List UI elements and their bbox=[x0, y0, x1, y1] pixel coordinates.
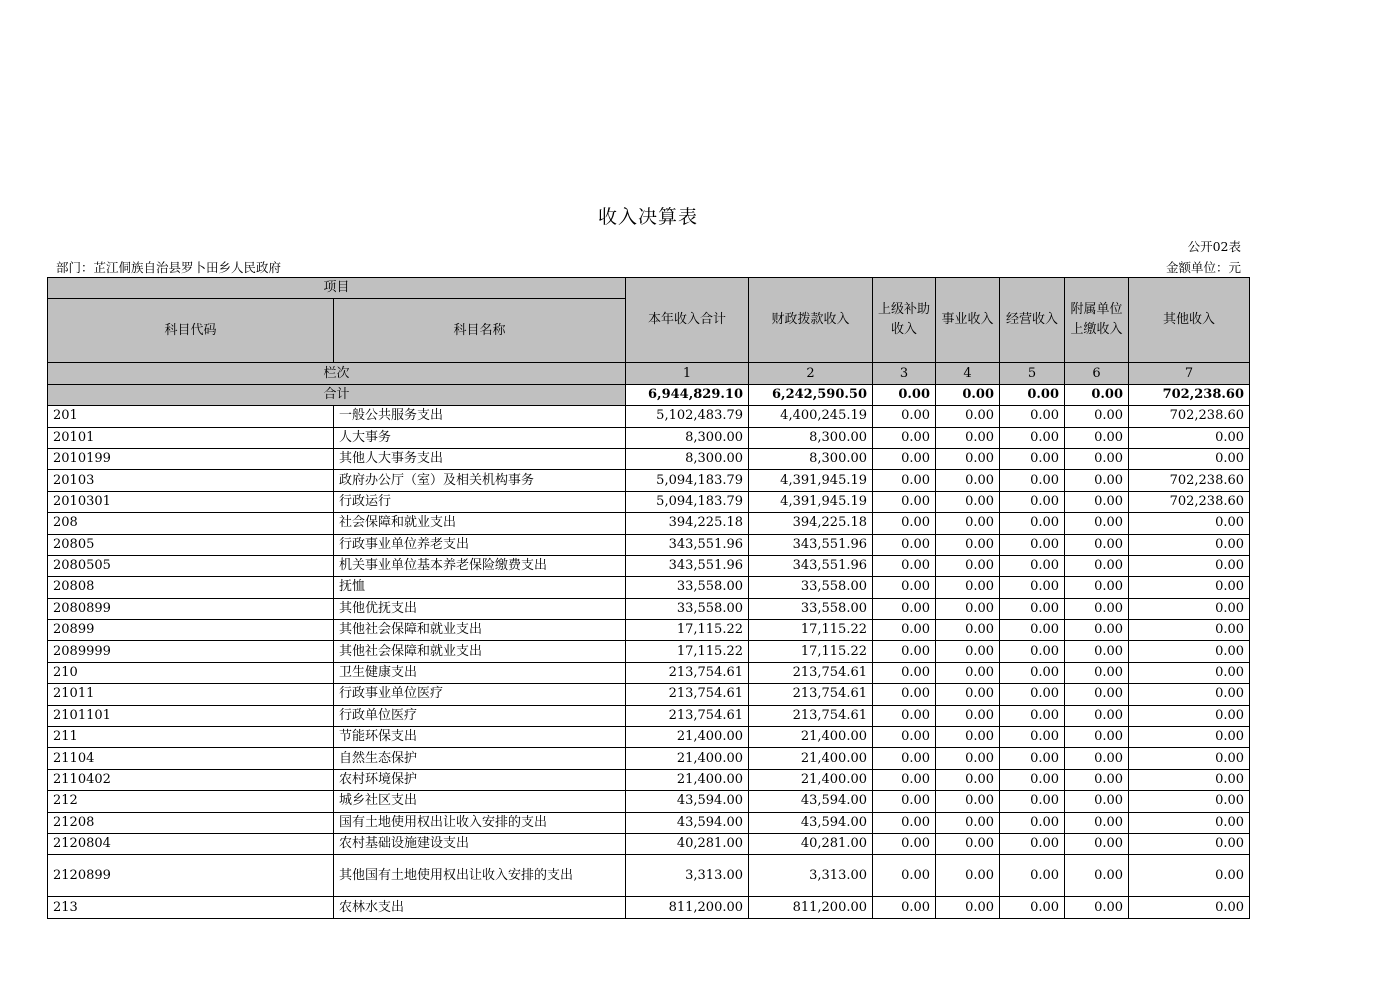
subject-code-cell: 2080505 bbox=[48, 555, 334, 576]
amount-cell: 0.00 bbox=[936, 427, 1000, 448]
column-number: 7 bbox=[1129, 363, 1250, 384]
table-row bbox=[48, 620, 1250, 641]
amount-cell: 0.00 bbox=[873, 620, 936, 641]
subject-code-cell: 2120804 bbox=[48, 833, 334, 854]
total-row bbox=[48, 384, 1250, 405]
amount-cell: 0.00 bbox=[1129, 641, 1250, 662]
subject-code-cell: 211 bbox=[48, 727, 334, 748]
subject-name-cell: 行政事业单位医疗 bbox=[334, 684, 626, 705]
amount-cell: 702,238.60 bbox=[1129, 406, 1250, 427]
amount-cell: 0.00 bbox=[1065, 748, 1129, 769]
amount-cell: 0.00 bbox=[1065, 534, 1129, 555]
table-row bbox=[48, 748, 1250, 769]
amount-cell: 0.00 bbox=[1129, 769, 1250, 790]
subject-code-cell: 20899 bbox=[48, 620, 334, 641]
amount-cell: 0.00 bbox=[1129, 791, 1250, 812]
amount-cell: 0.00 bbox=[873, 705, 936, 726]
amount-cell: 0.00 bbox=[1065, 833, 1129, 854]
amount-cell: 0.00 bbox=[1129, 855, 1250, 897]
amount-cell: 0.00 bbox=[873, 427, 936, 448]
subject-name-cell: 行政运行 bbox=[334, 491, 626, 512]
amount-cell: 213,754.61 bbox=[749, 662, 873, 683]
table-row bbox=[48, 448, 1250, 469]
amount-cell: 0.00 bbox=[1129, 448, 1250, 469]
amount-cell: 0.00 bbox=[1000, 470, 1065, 491]
amount-cell: 0.00 bbox=[873, 812, 936, 833]
amount-cell: 0.00 bbox=[936, 555, 1000, 576]
amount-cell: 0.00 bbox=[1000, 577, 1065, 598]
amount-cell: 0.00 bbox=[1000, 748, 1065, 769]
amount-cell: 213,754.61 bbox=[749, 705, 873, 726]
subject-name-cell: 政府办公厅（室）及相关机构事务 bbox=[334, 470, 626, 491]
table-row bbox=[48, 491, 1250, 512]
amount-cell: 0.00 bbox=[1000, 620, 1065, 641]
amount-cell: 0.00 bbox=[1000, 641, 1065, 662]
amount-cell: 5,094,183.79 bbox=[626, 491, 749, 512]
amount-cell: 0.00 bbox=[936, 534, 1000, 555]
amount-cell: 17,115.22 bbox=[626, 620, 749, 641]
amount-cell: 0.00 bbox=[873, 491, 936, 512]
subject-code-cell: 2089999 bbox=[48, 641, 334, 662]
amount-cell: 343,551.96 bbox=[626, 555, 749, 576]
amount-cell: 702,238.60 bbox=[1129, 491, 1250, 512]
amount-cell: 0.00 bbox=[1000, 491, 1065, 512]
amount-cell: 8,300.00 bbox=[749, 427, 873, 448]
amount-cell: 0.00 bbox=[873, 833, 936, 854]
subject-name-cell: 行政事业单位养老支出 bbox=[334, 534, 626, 555]
amount-cell: 17,115.22 bbox=[749, 620, 873, 641]
report-title: 收入决算表 bbox=[597, 206, 698, 228]
table-row bbox=[48, 577, 1250, 598]
amount-cell: 0.00 bbox=[1129, 598, 1250, 619]
total-value: 0.00 bbox=[936, 384, 1000, 405]
header-name: 科目名称 bbox=[334, 299, 626, 363]
amount-cell: 0.00 bbox=[1129, 513, 1250, 534]
subject-code-cell: 2110402 bbox=[48, 769, 334, 790]
amount-cell: 0.00 bbox=[1065, 448, 1129, 469]
amount-cell: 811,200.00 bbox=[749, 897, 873, 918]
subject-code-cell: 20805 bbox=[48, 534, 334, 555]
amount-cell: 0.00 bbox=[1000, 406, 1065, 427]
subject-code-cell: 208 bbox=[48, 513, 334, 534]
amount-cell: 0.00 bbox=[1065, 727, 1129, 748]
amount-cell: 0.00 bbox=[936, 641, 1000, 662]
table-row bbox=[48, 598, 1250, 619]
table-row bbox=[48, 513, 1250, 534]
amount-cell: 8,300.00 bbox=[626, 427, 749, 448]
amount-cell: 0.00 bbox=[936, 662, 1000, 683]
income-table bbox=[47, 277, 1250, 919]
total-value: 6,944,829.10 bbox=[626, 384, 749, 405]
amount-cell: 0.00 bbox=[1065, 641, 1129, 662]
subject-code-cell: 21011 bbox=[48, 684, 334, 705]
amount-cell: 0.00 bbox=[1000, 833, 1065, 854]
subject-code-cell: 2010199 bbox=[48, 448, 334, 469]
amount-cell: 0.00 bbox=[1065, 897, 1129, 918]
amount-cell: 343,551.96 bbox=[749, 534, 873, 555]
table-row bbox=[48, 727, 1250, 748]
amount-cell: 33,558.00 bbox=[626, 598, 749, 619]
subject-name-cell: 一般公共服务支出 bbox=[334, 406, 626, 427]
amount-cell: 0.00 bbox=[936, 684, 1000, 705]
form-number: 公开02表 bbox=[1187, 239, 1241, 254]
column-number: 2 bbox=[749, 363, 873, 384]
amount-cell: 4,400,245.19 bbox=[749, 406, 873, 427]
amount-cell: 0.00 bbox=[1129, 662, 1250, 683]
amount-cell: 343,551.96 bbox=[749, 555, 873, 576]
amount-cell: 21,400.00 bbox=[626, 727, 749, 748]
total-value: 6,242,590.50 bbox=[749, 384, 873, 405]
amount-cell: 21,400.00 bbox=[626, 748, 749, 769]
subject-code-cell: 2120899 bbox=[48, 855, 334, 897]
amount-cell: 394,225.18 bbox=[749, 513, 873, 534]
amount-cell: 43,594.00 bbox=[626, 791, 749, 812]
amount-cell: 3,313.00 bbox=[749, 855, 873, 897]
table-row bbox=[48, 684, 1250, 705]
header-total-income: 本年收入合计 bbox=[626, 278, 749, 363]
table-row bbox=[48, 833, 1250, 854]
subject-name-cell: 人大事务 bbox=[334, 427, 626, 448]
amount-cell: 0.00 bbox=[1000, 812, 1065, 833]
amount-cell: 0.00 bbox=[1129, 577, 1250, 598]
table-row bbox=[48, 555, 1250, 576]
amount-cell: 0.00 bbox=[873, 470, 936, 491]
table-row bbox=[48, 427, 1250, 448]
table-row bbox=[48, 791, 1250, 812]
subject-name-cell: 城乡社区支出 bbox=[334, 791, 626, 812]
amount-cell: 0.00 bbox=[873, 513, 936, 534]
amount-cell: 0.00 bbox=[1065, 769, 1129, 790]
subject-name-cell: 其他社会保障和就业支出 bbox=[334, 620, 626, 641]
amount-cell: 0.00 bbox=[936, 470, 1000, 491]
amount-cell: 0.00 bbox=[873, 598, 936, 619]
subject-code-cell: 210 bbox=[48, 662, 334, 683]
table-row bbox=[48, 897, 1250, 918]
amount-cell: 0.00 bbox=[1129, 897, 1250, 918]
amount-cell: 213,754.61 bbox=[749, 684, 873, 705]
header-other-income: 其他收入 bbox=[1129, 278, 1250, 363]
amount-cell: 0.00 bbox=[873, 897, 936, 918]
amount-cell: 33,558.00 bbox=[749, 577, 873, 598]
amount-cell: 0.00 bbox=[1129, 534, 1250, 555]
subject-name-cell: 卫生健康支出 bbox=[334, 662, 626, 683]
column-number: 6 bbox=[1065, 363, 1129, 384]
amount-cell: 0.00 bbox=[873, 748, 936, 769]
subject-name-cell: 机关事业单位基本养老保险缴费支出 bbox=[334, 555, 626, 576]
amount-cell: 5,102,483.79 bbox=[626, 406, 749, 427]
table-row bbox=[48, 534, 1250, 555]
amount-cell: 0.00 bbox=[1065, 491, 1129, 512]
amount-cell: 0.00 bbox=[1129, 833, 1250, 854]
amount-cell: 0.00 bbox=[1065, 705, 1129, 726]
amount-cell: 0.00 bbox=[873, 406, 936, 427]
subject-code-cell: 21104 bbox=[48, 748, 334, 769]
amount-cell: 0.00 bbox=[936, 491, 1000, 512]
subject-name-cell: 农林水支出 bbox=[334, 897, 626, 918]
amount-cell: 0.00 bbox=[1000, 555, 1065, 576]
amount-cell: 0.00 bbox=[1129, 620, 1250, 641]
subject-code-cell: 213 bbox=[48, 897, 334, 918]
amount-unit-label: 金额单位：元 bbox=[1165, 260, 1241, 275]
header-affiliated-income: 附属单位上缴收入 bbox=[1065, 278, 1129, 363]
amount-cell: 8,300.00 bbox=[749, 448, 873, 469]
amount-cell: 0.00 bbox=[936, 812, 1000, 833]
header-business-income: 事业收入 bbox=[936, 278, 1000, 363]
table-row bbox=[48, 662, 1250, 683]
amount-cell: 0.00 bbox=[936, 855, 1000, 897]
amount-cell: 0.00 bbox=[873, 662, 936, 683]
subject-name-cell: 节能环保支出 bbox=[334, 727, 626, 748]
subject-code-cell: 20101 bbox=[48, 427, 334, 448]
total-value: 0.00 bbox=[873, 384, 936, 405]
subject-name-cell: 其他人大事务支出 bbox=[334, 448, 626, 469]
amount-cell: 0.00 bbox=[1065, 427, 1129, 448]
amount-cell: 43,594.00 bbox=[749, 812, 873, 833]
amount-cell: 0.00 bbox=[1065, 577, 1129, 598]
amount-cell: 0.00 bbox=[1000, 705, 1065, 726]
amount-cell: 0.00 bbox=[1000, 897, 1065, 918]
amount-cell: 21,400.00 bbox=[749, 748, 873, 769]
column-number: 1 bbox=[626, 363, 749, 384]
amount-cell: 343,551.96 bbox=[626, 534, 749, 555]
amount-cell: 33,558.00 bbox=[626, 577, 749, 598]
amount-cell: 213,754.61 bbox=[626, 684, 749, 705]
header-row-project bbox=[48, 278, 1250, 299]
amount-cell: 0.00 bbox=[1065, 555, 1129, 576]
amount-cell: 40,281.00 bbox=[749, 833, 873, 854]
total-label: 合计 bbox=[48, 384, 626, 405]
column-number: 3 bbox=[873, 363, 936, 384]
column-number-label: 栏次 bbox=[48, 363, 626, 384]
amount-cell: 0.00 bbox=[936, 513, 1000, 534]
total-value: 0.00 bbox=[1065, 384, 1129, 405]
amount-cell: 0.00 bbox=[1129, 748, 1250, 769]
subject-name-cell: 自然生态保护 bbox=[334, 748, 626, 769]
amount-cell: 0.00 bbox=[1065, 470, 1129, 491]
department-label: 部门：芷江侗族自治县罗卜田乡人民政府 bbox=[56, 260, 282, 275]
amount-cell: 0.00 bbox=[936, 748, 1000, 769]
amount-cell: 0.00 bbox=[936, 598, 1000, 619]
amount-cell: 4,391,945.19 bbox=[749, 491, 873, 512]
amount-cell: 0.00 bbox=[1129, 684, 1250, 705]
subject-name-cell: 其他社会保障和就业支出 bbox=[334, 641, 626, 662]
amount-cell: 0.00 bbox=[1000, 727, 1065, 748]
header-fiscal-income: 财政拨款收入 bbox=[749, 278, 873, 363]
amount-cell: 0.00 bbox=[1065, 662, 1129, 683]
subject-name-cell: 国有土地使用权出让收入安排的支出 bbox=[334, 812, 626, 833]
amount-cell: 0.00 bbox=[873, 641, 936, 662]
amount-cell: 0.00 bbox=[873, 684, 936, 705]
amount-cell: 0.00 bbox=[1065, 513, 1129, 534]
table-row bbox=[48, 769, 1250, 790]
amount-cell: 0.00 bbox=[873, 791, 936, 812]
table-row bbox=[48, 812, 1250, 833]
amount-cell: 394,225.18 bbox=[626, 513, 749, 534]
subject-name-cell: 其他优抚支出 bbox=[334, 598, 626, 619]
amount-cell: 8,300.00 bbox=[626, 448, 749, 469]
amount-cell: 0.00 bbox=[936, 705, 1000, 726]
amount-cell: 0.00 bbox=[1065, 855, 1129, 897]
subject-name-cell: 抚恤 bbox=[334, 577, 626, 598]
subject-code-cell: 21208 bbox=[48, 812, 334, 833]
subject-name-cell: 其他国有土地使用权出让收入安排的支出 bbox=[334, 855, 626, 897]
amount-cell: 17,115.22 bbox=[626, 641, 749, 662]
subject-code-cell: 2101101 bbox=[48, 705, 334, 726]
amount-cell: 0.00 bbox=[936, 406, 1000, 427]
column-number-row bbox=[48, 363, 1250, 384]
subject-code-cell: 212 bbox=[48, 791, 334, 812]
amount-cell: 213,754.61 bbox=[626, 705, 749, 726]
amount-cell: 0.00 bbox=[873, 534, 936, 555]
amount-cell: 213,754.61 bbox=[626, 662, 749, 683]
amount-cell: 0.00 bbox=[936, 448, 1000, 469]
amount-cell: 702,238.60 bbox=[1129, 470, 1250, 491]
amount-cell: 0.00 bbox=[936, 833, 1000, 854]
amount-cell: 0.00 bbox=[1000, 513, 1065, 534]
amount-cell: 0.00 bbox=[1000, 791, 1065, 812]
header-code: 科目代码 bbox=[48, 299, 334, 363]
amount-cell: 0.00 bbox=[1129, 427, 1250, 448]
total-value: 0.00 bbox=[1000, 384, 1065, 405]
amount-cell: 5,094,183.79 bbox=[626, 470, 749, 491]
table-row bbox=[48, 470, 1250, 491]
amount-cell: 0.00 bbox=[1129, 705, 1250, 726]
amount-cell: 0.00 bbox=[1129, 812, 1250, 833]
amount-cell: 43,594.00 bbox=[626, 812, 749, 833]
amount-cell: 3,313.00 bbox=[626, 855, 749, 897]
amount-cell: 0.00 bbox=[1065, 620, 1129, 641]
amount-cell: 0.00 bbox=[873, 727, 936, 748]
table-row bbox=[48, 705, 1250, 726]
amount-cell: 0.00 bbox=[1065, 598, 1129, 619]
amount-cell: 0.00 bbox=[1000, 662, 1065, 683]
column-number: 4 bbox=[936, 363, 1000, 384]
amount-cell: 0.00 bbox=[936, 769, 1000, 790]
amount-cell: 0.00 bbox=[1000, 855, 1065, 897]
amount-cell: 0.00 bbox=[873, 769, 936, 790]
amount-cell: 0.00 bbox=[873, 855, 936, 897]
amount-cell: 0.00 bbox=[1000, 684, 1065, 705]
amount-cell: 811,200.00 bbox=[626, 897, 749, 918]
amount-cell: 0.00 bbox=[936, 791, 1000, 812]
header-superior-subsidy: 上级补助收入 bbox=[873, 278, 936, 363]
amount-cell: 0.00 bbox=[1065, 684, 1129, 705]
header-operating-income: 经营收入 bbox=[1000, 278, 1065, 363]
amount-cell: 0.00 bbox=[1000, 448, 1065, 469]
amount-cell: 21,400.00 bbox=[749, 769, 873, 790]
amount-cell: 40,281.00 bbox=[626, 833, 749, 854]
amount-cell: 21,400.00 bbox=[749, 727, 873, 748]
subject-code-cell: 20103 bbox=[48, 470, 334, 491]
subject-code-cell: 2010301 bbox=[48, 491, 334, 512]
subject-name-cell: 农村基础设施建设支出 bbox=[334, 833, 626, 854]
subject-code-cell: 2080899 bbox=[48, 598, 334, 619]
subject-name-cell: 社会保障和就业支出 bbox=[334, 513, 626, 534]
amount-cell: 4,391,945.19 bbox=[749, 470, 873, 491]
amount-cell: 0.00 bbox=[1000, 534, 1065, 555]
subject-code-cell: 20808 bbox=[48, 577, 334, 598]
amount-cell: 0.00 bbox=[1000, 598, 1065, 619]
table-row bbox=[48, 641, 1250, 662]
amount-cell: 0.00 bbox=[873, 555, 936, 576]
amount-cell: 0.00 bbox=[936, 620, 1000, 641]
amount-cell: 0.00 bbox=[1000, 427, 1065, 448]
total-value: 702,238.60 bbox=[1129, 384, 1250, 405]
amount-cell: 17,115.22 bbox=[749, 641, 873, 662]
header-project: 项目 bbox=[48, 278, 626, 299]
amount-cell: 21,400.00 bbox=[626, 769, 749, 790]
amount-cell: 0.00 bbox=[936, 727, 1000, 748]
amount-cell: 33,558.00 bbox=[749, 598, 873, 619]
amount-cell: 43,594.00 bbox=[749, 791, 873, 812]
amount-cell: 0.00 bbox=[936, 577, 1000, 598]
table-row bbox=[48, 406, 1250, 427]
amount-cell: 0.00 bbox=[1065, 406, 1129, 427]
amount-cell: 0.00 bbox=[873, 448, 936, 469]
amount-cell: 0.00 bbox=[936, 897, 1000, 918]
amount-cell: 0.00 bbox=[1065, 791, 1129, 812]
amount-cell: 0.00 bbox=[1129, 727, 1250, 748]
table-row bbox=[48, 855, 1250, 897]
column-number: 5 bbox=[1000, 363, 1065, 384]
amount-cell: 0.00 bbox=[1129, 555, 1250, 576]
amount-cell: 0.00 bbox=[1065, 812, 1129, 833]
subject-code-cell: 201 bbox=[48, 406, 334, 427]
amount-cell: 0.00 bbox=[1000, 769, 1065, 790]
amount-cell: 0.00 bbox=[873, 577, 936, 598]
subject-name-cell: 行政单位医疗 bbox=[334, 705, 626, 726]
subject-name-cell: 农村环境保护 bbox=[334, 769, 626, 790]
